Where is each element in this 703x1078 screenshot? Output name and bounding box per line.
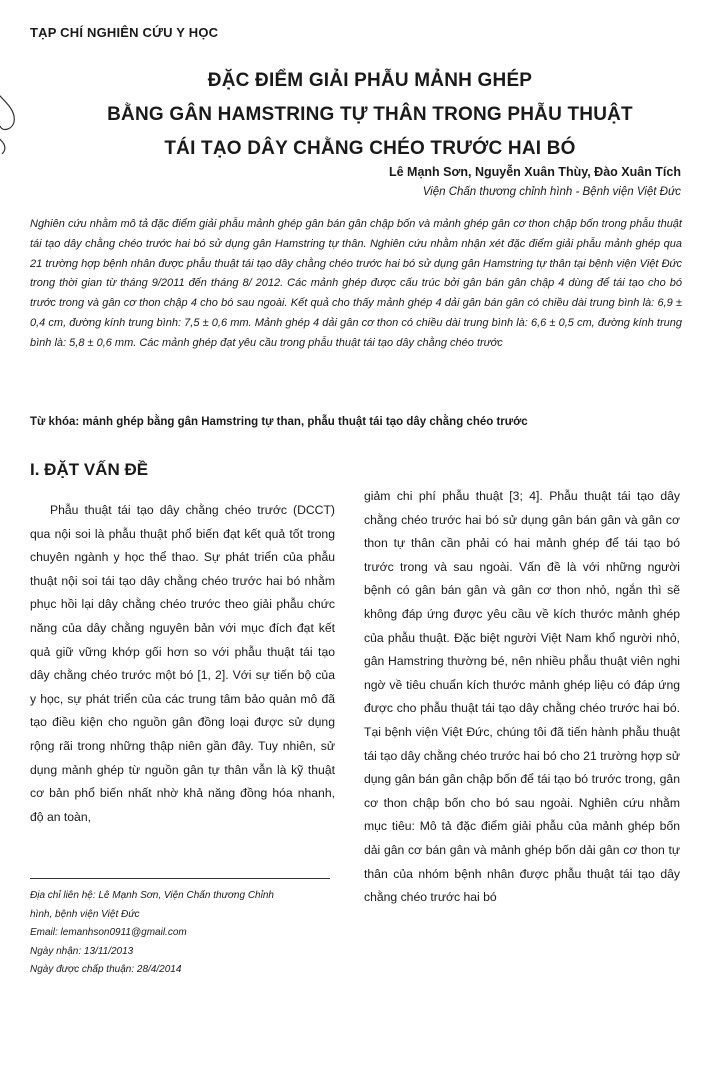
journal-header: TẠP CHÍ NGHIÊN CỨU Y HỌC: [30, 25, 219, 40]
body-column-right: giảm chi phí phẫu thuật [3; 4]. Phẫu thuật tái tạo dây chằng chéo trước hai bó sử dụng gân bán gân và gân cơ thon tự thân cần phải có hai mảnh ghép để tái tạo bó trước trong và sau ngoài. Vấn đề là với những người bệnh có gân bán gân và gân cơ thon nhỏ, ngắn thì sẽ không đáp ứng được yêu cầu về kích thước mảnh ghép của phẫu thuật. Đặc biệt người Việt Nam khổ người nhỏ, gân Hamstring thường bé, nên nhiều phẫu thuật viên nghi ngờ về tiêu chuẩn kích thước mảnh ghép liệu có đáp ứng được cho phẫu thuật tái tạo dây chằng chéo trước hai bó. Tại bệnh viện Việt Đức, chúng tôi đã tiến hành phẫu thuật tái tạo dây chằng chéo trước hai bó cho 21 trường hợp sử dụng gân bán gân chập bốn để tái tạo bó trước trong, gân cơ thon chập bốn cho bó sau ngoài. Nghiên cứu nhằm mục tiêu: Mô tả đặc điểm giải phẫu của mảnh ghép bốn dải gân cơ bán gân và mảnh ghép bốn dải gân cơ thon tự thân của nhóm bệnh nhân được phẫu thuật tái tạo dây chằng chéo trước hai bó: [364, 489, 680, 905]
footnote-contact-2: hình, bệnh viện Việt Đức: [30, 908, 140, 920]
footnote-divider: [30, 878, 330, 879]
title-line-1: ĐẶC ĐIỂM GIẢI PHẪU MẢNH GHÉP: [207, 70, 533, 91]
margin-pen-mark: [0, 92, 34, 162]
authors: Lê Mạnh Sơn, Nguyễn Xuân Thùy, Đào Xuân Tích: [388, 165, 681, 179]
footnote-contact-1: Địa chỉ liên hệ: Lê Mạnh Sơn, Viện Chấn thương Chỉnh: [30, 890, 274, 901]
title-line-3: TÁI TẠO DÂY CHẰNG CHÉO TRƯỚC HAI BÓ: [164, 138, 576, 159]
body-column-left: Phẫu thuật tái tạo dây chằng chéo trước (DCCT) qua nội soi là phẫu thuật phổ biến đạt kết quả tốt trong chuyên ngành y học thể thao. Sự phát triển của phẫu thuật nội soi tái tạo dây chằng chéo trước hai bó nhằm phục hồi lại dây chằng chéo trước theo giải phẫu chức năng của dây chằng nguyên bản với mục đích đạt kết quả giữ vững khớp gối hơn so với phẫu thuật tái tạo dây chằng chéo trước một bó [1, 2]. Với sự tiến bộ của y học, sự phát triển của các trung tâm bảo quản mô đã tạo điều kiện cho nguồn gân đồng loại được sử dụng rộng rãi trong những thập niên gần đây. Tuy nhiên, sử dụng mảnh ghép từ nguồn gân tự thân vẫn là kỹ thuật cơ bản phổ biến nhất nhờ khả năng đồng hóa nhanh, độ an toàn,: [30, 503, 335, 824]
footnotes: [30, 887, 274, 980]
affiliation: Viện Chấn thương chỉnh hình - Bệnh viện Việt Đức: [422, 186, 681, 198]
footnote-received: Ngày nhận: 13/11/2013: [30, 945, 134, 957]
abstract: Nghiên cứu nhằm mô tả đặc điểm giải phẫu mảnh ghép gân bán gân chập bốn và mảnh ghép gân cơ thon chập bốn trong phẫu thuật tái tạo dây chằng chéo trước hai bó sử dụng gân Hamstring tự thân. Nghiên cứu nhằm nhận xét đặc điểm giải phẫu mảnh ghép qua 21 trường hợp bệnh nhân được phẫu thuật tái tạo dây chằng chéo trước hai bó sử dụng gân Hamstring tự thân tại bệnh viện Việt Đức trong thời gian từ tháng 9/2011 đến tháng 8/ 2012. Các mảnh ghép được cấu trúc bởi gân bán gân chập 4 dùng để tái tạo cho bó trước trong và gân cơ thon chập 4 cho bó sau ngoài. Kết quả cho thấy mảnh ghép 4 dải gân bán gân có chiều dài trung bình là: 6,9 ± 0,4 cm, đường kính trung bình: 7,5 ± 0,6 mm. Mảnh ghép 4 dải gân cơ thon có chiều dài trung bình là: 6,6 ± 0,5 cm, đường kính trung bình là: 5,8 ± 0,6 mm. Các mảnh ghép đạt yêu cầu trong phẫu thuật tái tạo dây chằng chéo trước: [30, 218, 682, 349]
footnote-accepted: Ngày được chấp thuận: 28/4/2014: [30, 964, 182, 975]
keywords: Từ khóa: mảnh ghép bằng gân Hamstring tự than, phẫu thuật tái tạo dây chằng chéo trước: [30, 416, 528, 428]
title-line-2: BẰNG GÂN HAMSTRING TỰ THÂN TRONG PHẪU THUẬT: [107, 104, 633, 125]
article-title: [60, 64, 680, 166]
footnote-email: Email: lemanhson0911@gmail.com: [30, 927, 187, 938]
section-heading: I. ĐẶT VẤN ĐỀ: [30, 460, 149, 479]
